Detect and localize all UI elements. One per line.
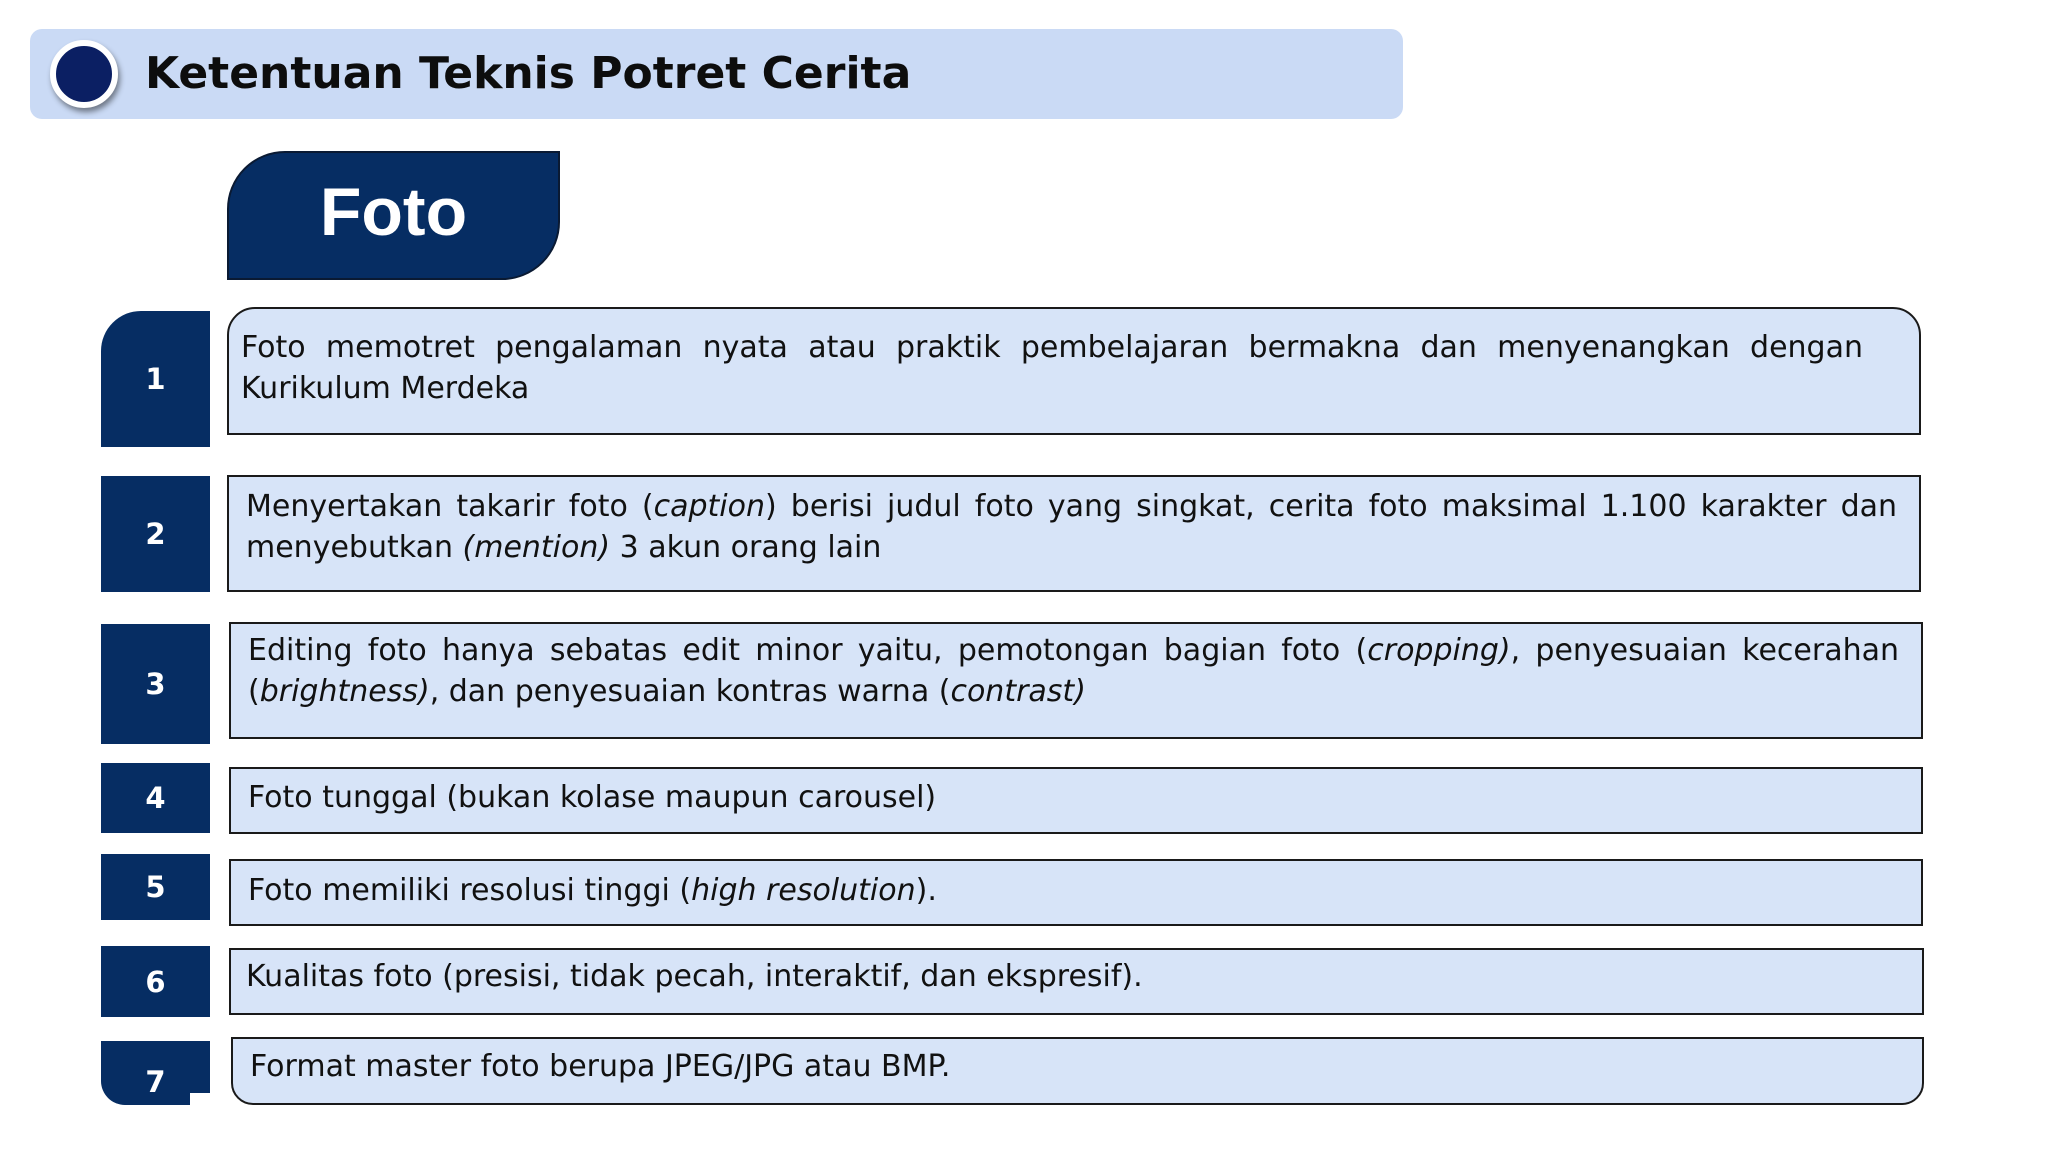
requirement-text-italic: brightness)	[259, 674, 430, 709]
requirement-text-box	[229, 859, 1923, 926]
requirement-text-italic: contrast)	[950, 674, 1086, 709]
item-number: 7	[145, 1065, 166, 1099]
requirement-text: Menyertakan takarir foto (	[246, 489, 654, 524]
item-number-badge	[101, 946, 210, 1017]
item-number: 2	[145, 517, 166, 551]
requirement-text: ) berisi judul foto yang singkat, cerita foto maksimal 1.100 karakter dan menyebutkan	[246, 489, 1907, 565]
requirement-text: Foto memiliki resolusi tinggi (	[248, 873, 692, 908]
item-number: 1	[145, 362, 166, 396]
requirement-text: 3 akun orang lain	[610, 530, 882, 565]
requirement-text-box	[229, 948, 1924, 1015]
item-number-badge	[101, 624, 210, 744]
requirement-text-box	[229, 622, 1923, 739]
requirement-text: ).	[915, 873, 937, 908]
requirement-text-italic: (mention)	[462, 530, 611, 565]
requirement-text: Foto memotret pengalaman nyata atau praktik pembelajaran bermakna dan menyenangkan dengan Kurikulum Merdeka	[241, 330, 1873, 406]
header-bullet-icon	[50, 40, 118, 108]
item-number-badge	[101, 763, 210, 833]
badge-notch	[190, 1093, 210, 1105]
item-number-badge	[101, 311, 210, 447]
section-tab-label: Foto	[319, 173, 468, 250]
requirement-text: Foto tunggal (bukan kolase maupun carousel)	[248, 780, 937, 815]
section-tab	[227, 151, 560, 280]
item-number: 5	[145, 870, 166, 904]
item-number: 3	[145, 667, 166, 701]
requirement-text: , dan penyesuaian kontras warna (	[429, 674, 951, 709]
requirement-text: Kualitas foto (presisi, tidak pecah, interaktif, dan ekspresif).	[246, 959, 1143, 994]
item-number: 6	[145, 964, 166, 999]
requirement-text-box	[227, 307, 1921, 435]
requirement-text-italic: cropping)	[1367, 633, 1511, 668]
item-number-badge	[101, 476, 210, 592]
requirement-text-italic: high resolution	[691, 873, 916, 908]
requirement-text-italic: caption	[653, 489, 766, 524]
requirement-text: , penyesuaian kecerahan (	[248, 633, 1909, 709]
requirement-text-box	[231, 1037, 1924, 1105]
requirement-text-box	[227, 475, 1921, 592]
item-number-badge	[101, 854, 210, 920]
item-number-badge	[101, 1041, 210, 1105]
item-number: 4	[145, 781, 166, 815]
page-title: Ketentuan Teknis Potret Cerita	[145, 48, 912, 99]
requirement-text: Editing foto hanya sebatas edit minor yaitu, pemotongan bagian foto (	[248, 633, 1368, 668]
requirement-text-box	[229, 767, 1923, 834]
requirement-text: Format master foto berupa JPEG/JPG atau BMP.	[250, 1049, 951, 1084]
